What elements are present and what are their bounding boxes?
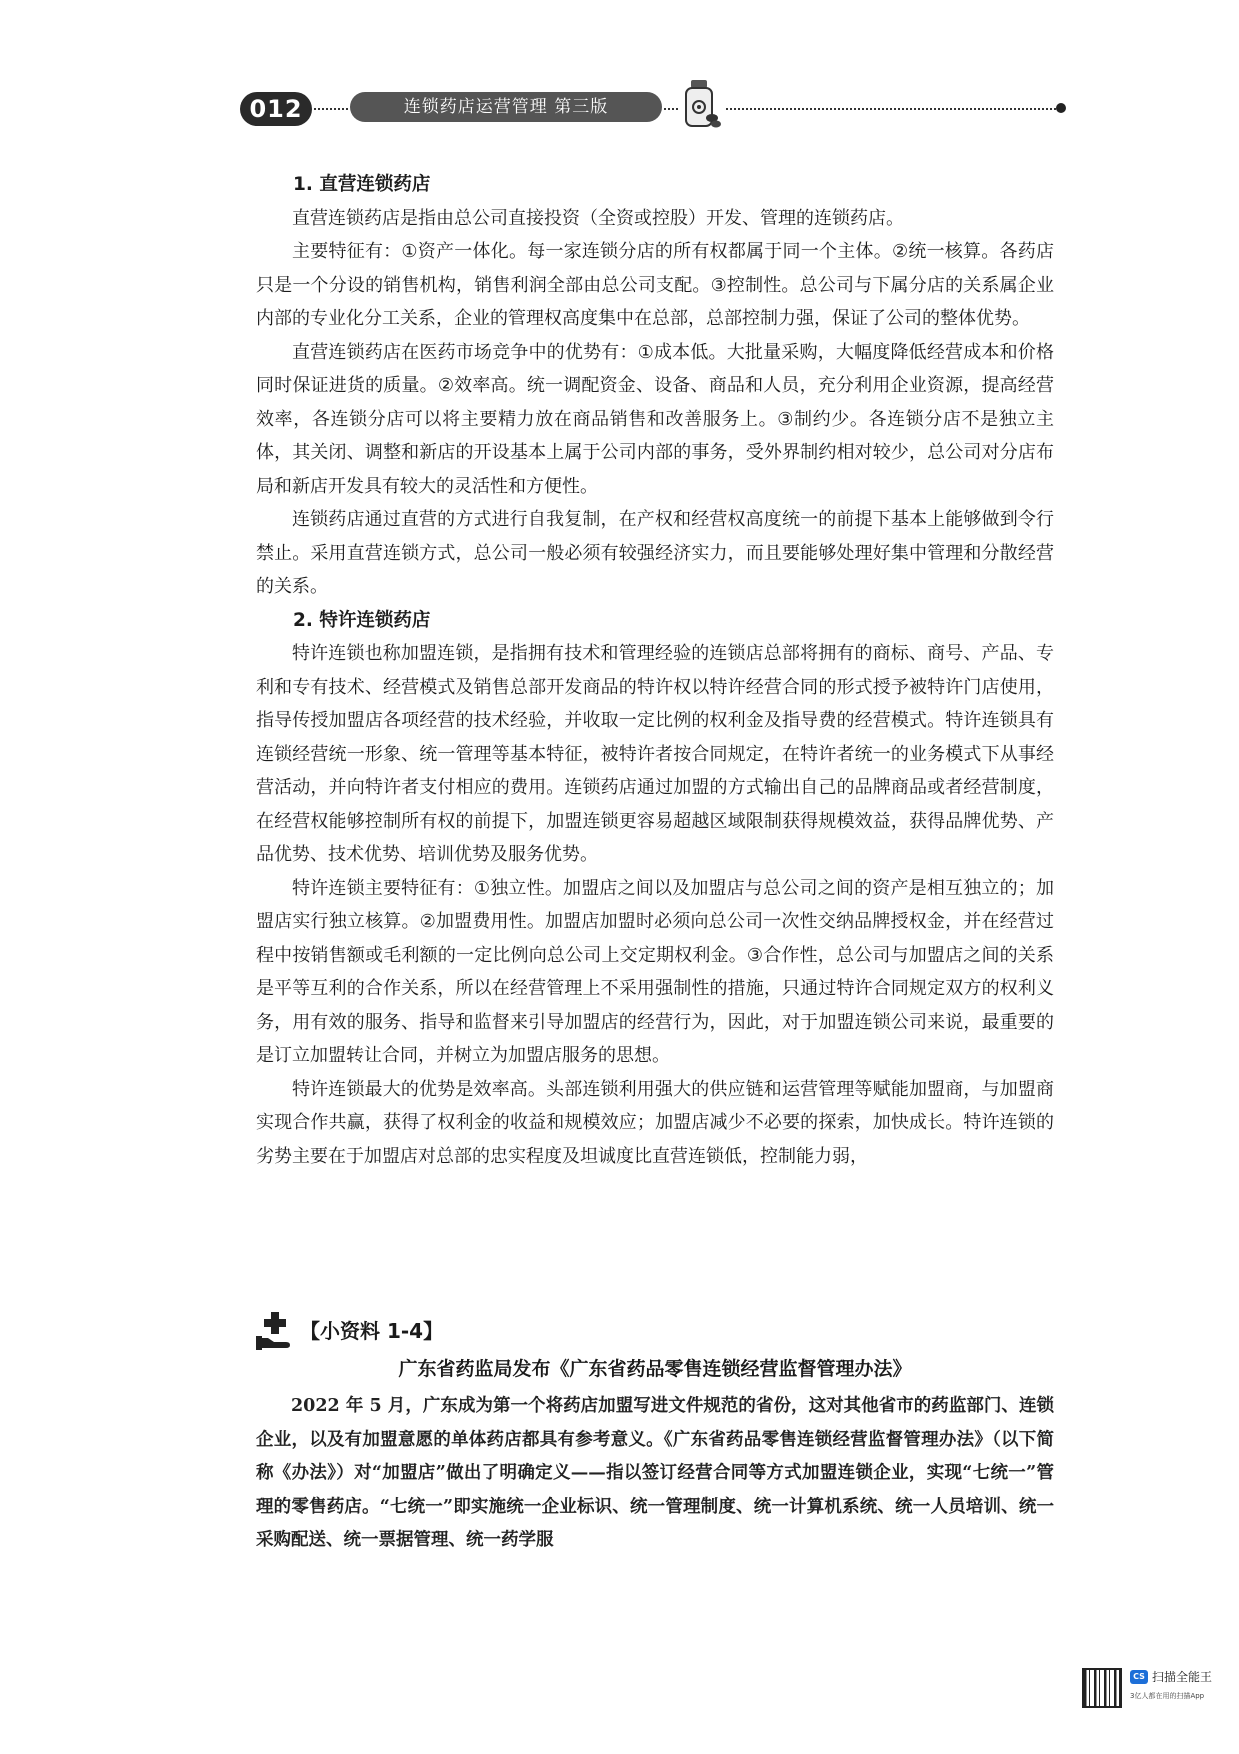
paragraph: 特许连锁最大的优势是效率高。头部连锁利用强大的供应链和运营管理等赋能加盟商，与加盟商实现合作共赢，获得了权利金的收益和规模效应；加盟店减少不必要的探索，加快成长。特许连锁的劣势主要在于加盟店对总部的忠实程度及坦诚度比直营连锁低，控制能力弱， (256, 1078, 1054, 1167)
paragraph: 2022 年 5 月，广东成为第一个将药店加盟写进文件规范的省份，这对其他省市的药监部门、连锁企业，以及有加盟意愿的单体药店都具有参考意义。《广东省药品零售连锁经营监督管理办法》（以下简称《办法》）对“加盟店”做出了明确定义——指以签订经营合同等方式加盟连锁企业，实现“七统一”管理的零售药店。“七统一”即实施统一企业标识、统一管理制度、统一计算机系统、统一人员培训、统一采购配送、统一票据管理、统一药学服 (256, 1396, 1054, 1550)
section-heading: 2. 特许连锁药店 (293, 609, 431, 631)
running-header (240, 86, 1070, 134)
paragraph: 特许连锁主要特征有：①独立性。加盟店之间以及加盟店与总公司之间的资产是相互独立的；加盟店实行独立核算。②加盟费用性。加盟店加盟时必须向总公司一次性交纳品牌授权金，并在经营过程中按销售额或毛利额的一定比例向总公司上交定期权利金。③合作性，总公司与加盟店之间的关系是平等互利的合作关系，所以在经营管理上不采用强制性的措施，只通过特许合同规定双方的权利义务，用有效的服务、指导和监督来引导加盟店的经营行为，因此，对于加盟连锁公司来说，最重要的是订立加盟转让合同，并树立为加盟店服务的思想。 (256, 877, 1054, 1066)
hand-plus-icon (256, 1310, 296, 1350)
main-text (256, 168, 1054, 1173)
page-number: 012 (240, 92, 312, 126)
medicine-bottle-icon (678, 78, 722, 130)
paragraph: 主要特征有：①资产一体化。每一家连锁分店的所有权都属于同一个主体。②统一核算。各药店只是一个分设的销售机构，销售利润全部由总公司支配。③控制性。总公司与下属分店的关系属企业内部的专业化分工关系，企业的管理权高度集中在总部，总部控制力强，保证了公司的整体优势。 (256, 241, 1054, 329)
header-divider (664, 108, 678, 110)
scanner-tagline: 3亿人都在用的扫描App (1130, 1692, 1205, 1700)
header-divider (726, 108, 1056, 110)
scanner-app-name: 扫描全能王 (1152, 1670, 1213, 1684)
paragraph: 直营连锁药店是指由总公司直接投资（全资或控股）开发、管理的连锁药店。 (292, 207, 904, 229)
paragraph: 连锁药店通过直营的方式进行自我复制，在产权和经营权高度统一的前提下基本上能够做到令行禁止。采用直营连锁方式，总公司一般必须有较强经济实力，而且要能够处理好集中管理和分散经营的关系。 (256, 509, 1054, 597)
header-divider (314, 108, 348, 110)
section-heading: 1. 直营连锁药店 (293, 174, 431, 195)
camscanner-logo-icon: CS (1130, 1670, 1148, 1684)
aside-title: 广东省药监局发布《广东省药品零售连锁经营监督管理办法》 (398, 1358, 912, 1380)
qr-code-icon (1082, 1668, 1122, 1708)
aside-label: 【小资料 1-4】 (300, 1319, 444, 1343)
scanner-watermark (1082, 1668, 1232, 1712)
aside-text (256, 1390, 1054, 1558)
header-end-dot (1056, 103, 1066, 113)
aside-header (256, 1310, 1054, 1350)
paragraph: 直营连锁药店在医药市场竞争中的优势有：①成本低。大批量采购，大幅度降低经营成本和价格同时保证进货的质量。②效率高。统一调配资金、设备、商品和人员，充分利用企业资源，提高经营效率，各连锁分店可以将主要精力放在商品销售和改善服务上。③制约少。各连锁分店不是独立主体，其关闭、调整和新店的开设基本上属于公司内部的事务，受外界制约相对较少，总公司对分店布局和新店开发具有较大的灵活性和方便性。 (256, 341, 1054, 497)
paragraph: 特许连锁也称加盟连锁，是指拥有技术和管理经验的连锁店总部将拥有的商标、商号、产品、专利和专有技术、经营模式及销售总部开发商品的特许权以特许经营合同的形式授予被特许门店使用，指导传授加盟店各项经营的技术经验，并收取一定比例的权利金及指导费的经营模式。特许连锁具有连锁经营统一形象、统一管理等基本特征，被特许者按合同规定，在特许者统一的业务模式下从事经营活动，并向特许者支付相应的费用。连锁药店通过加盟的方式输出自己的品牌商品或者经营制度，在经营权能够控制所有权的前提下，加盟连锁更容易超越区域限制获得规模效益，获得品牌优势、产品优势、技术优势、培训优势及服务优势。 (256, 643, 1054, 865)
book-title: 连锁药店运营管理 第三版 (350, 92, 662, 122)
